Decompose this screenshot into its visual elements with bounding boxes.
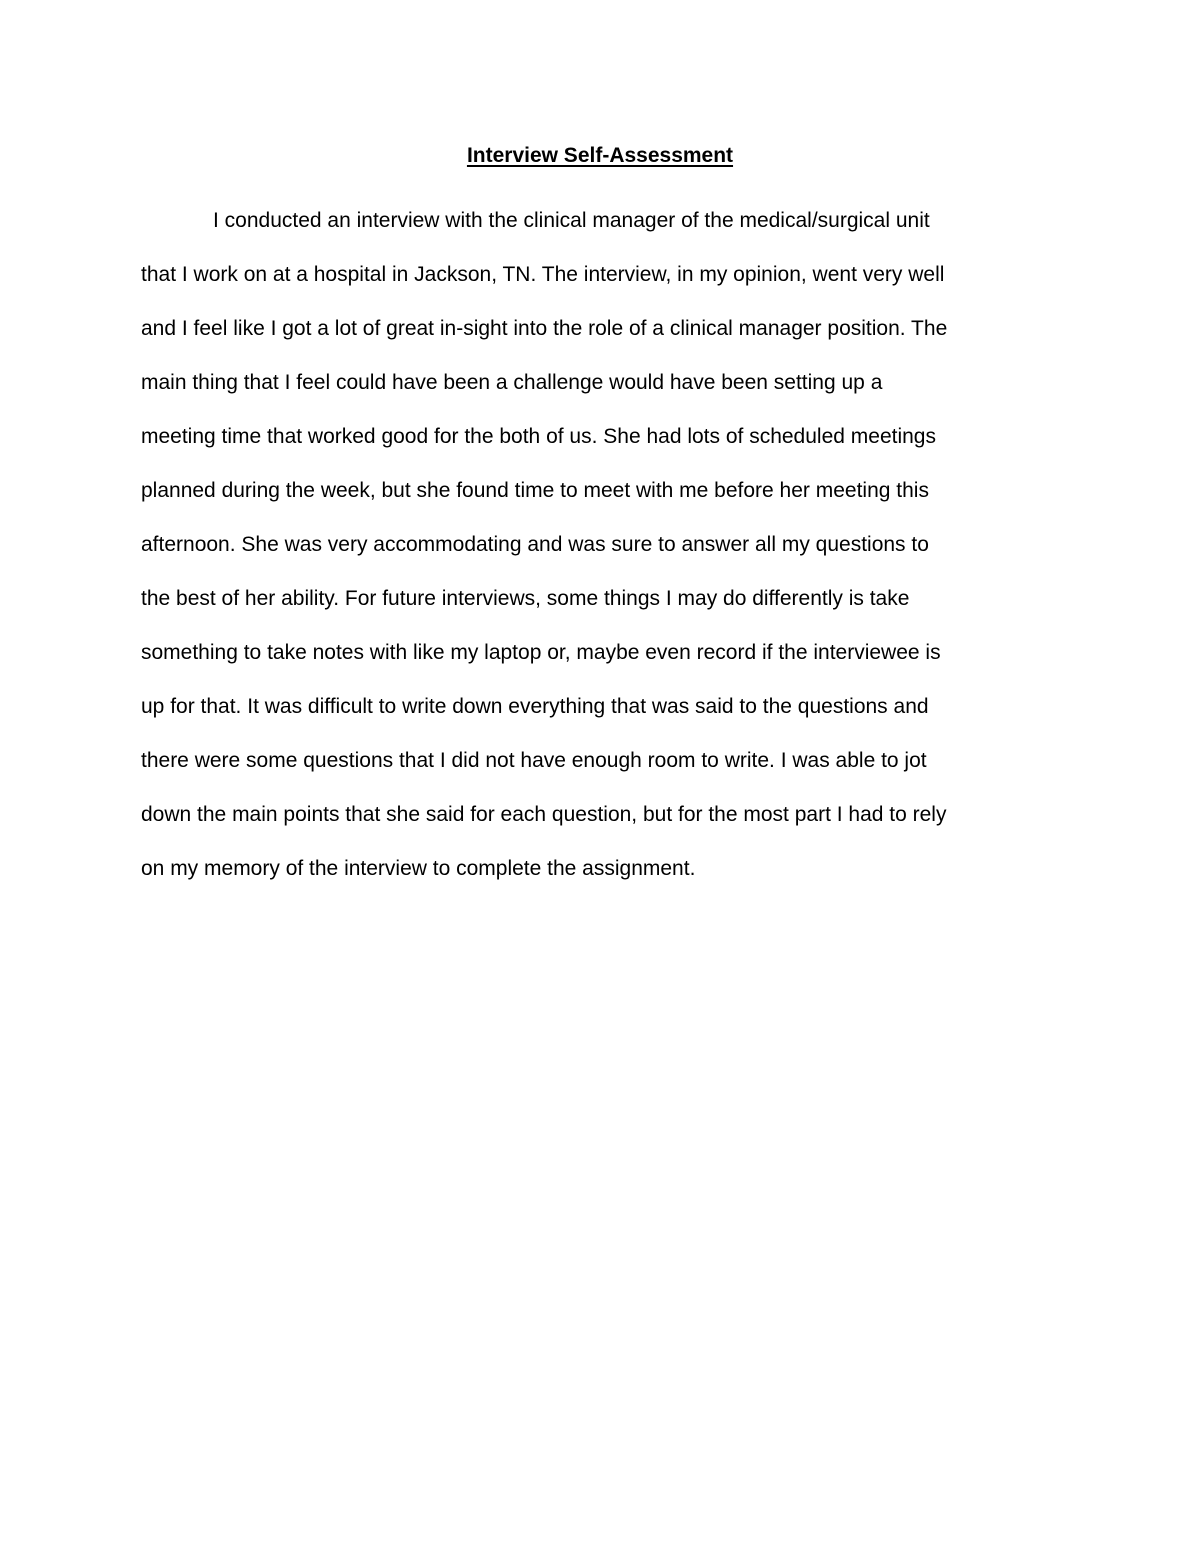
body-line: afternoon. She was very accommodating and was sure to answer all my questions to: [141, 533, 929, 556]
document-title: Interview Self-Assessment: [466, 144, 734, 167]
body-line: meeting time that worked good for the both of us. She had lots of scheduled meetings: [141, 425, 936, 448]
body-line: the best of her ability. For future interviews, some things I may do differently is take: [141, 587, 910, 610]
body-line: up for that. It was difficult to write down everything that was said to the questions and: [141, 695, 929, 718]
body-line: there were some questions that I did not have enough room to write. I was able to jot: [141, 749, 927, 772]
body-line: main thing that I feel could have been a challenge would have been setting up a: [141, 371, 883, 394]
document-body: [141, 194, 1061, 896]
body-line: something to take notes with like my laptop or, maybe even record if the interviewee is: [141, 641, 941, 664]
body-line: down the main points that she said for each question, but for the most part I had to rely: [141, 803, 947, 826]
body-line: on my memory of the interview to complete the assignment.: [141, 857, 696, 880]
body-line: planned during the week, but she found time to meet with me before her meeting this: [141, 479, 929, 502]
body-line: I conducted an interview with the clinical manager of the medical/surgical unit: [213, 209, 930, 232]
body-line: and I feel like I got a lot of great in-sight into the role of a clinical manager position. The: [141, 317, 948, 340]
body-line: that I work on at a hospital in Jackson, TN. The interview, in my opinion, went very well: [141, 263, 945, 286]
